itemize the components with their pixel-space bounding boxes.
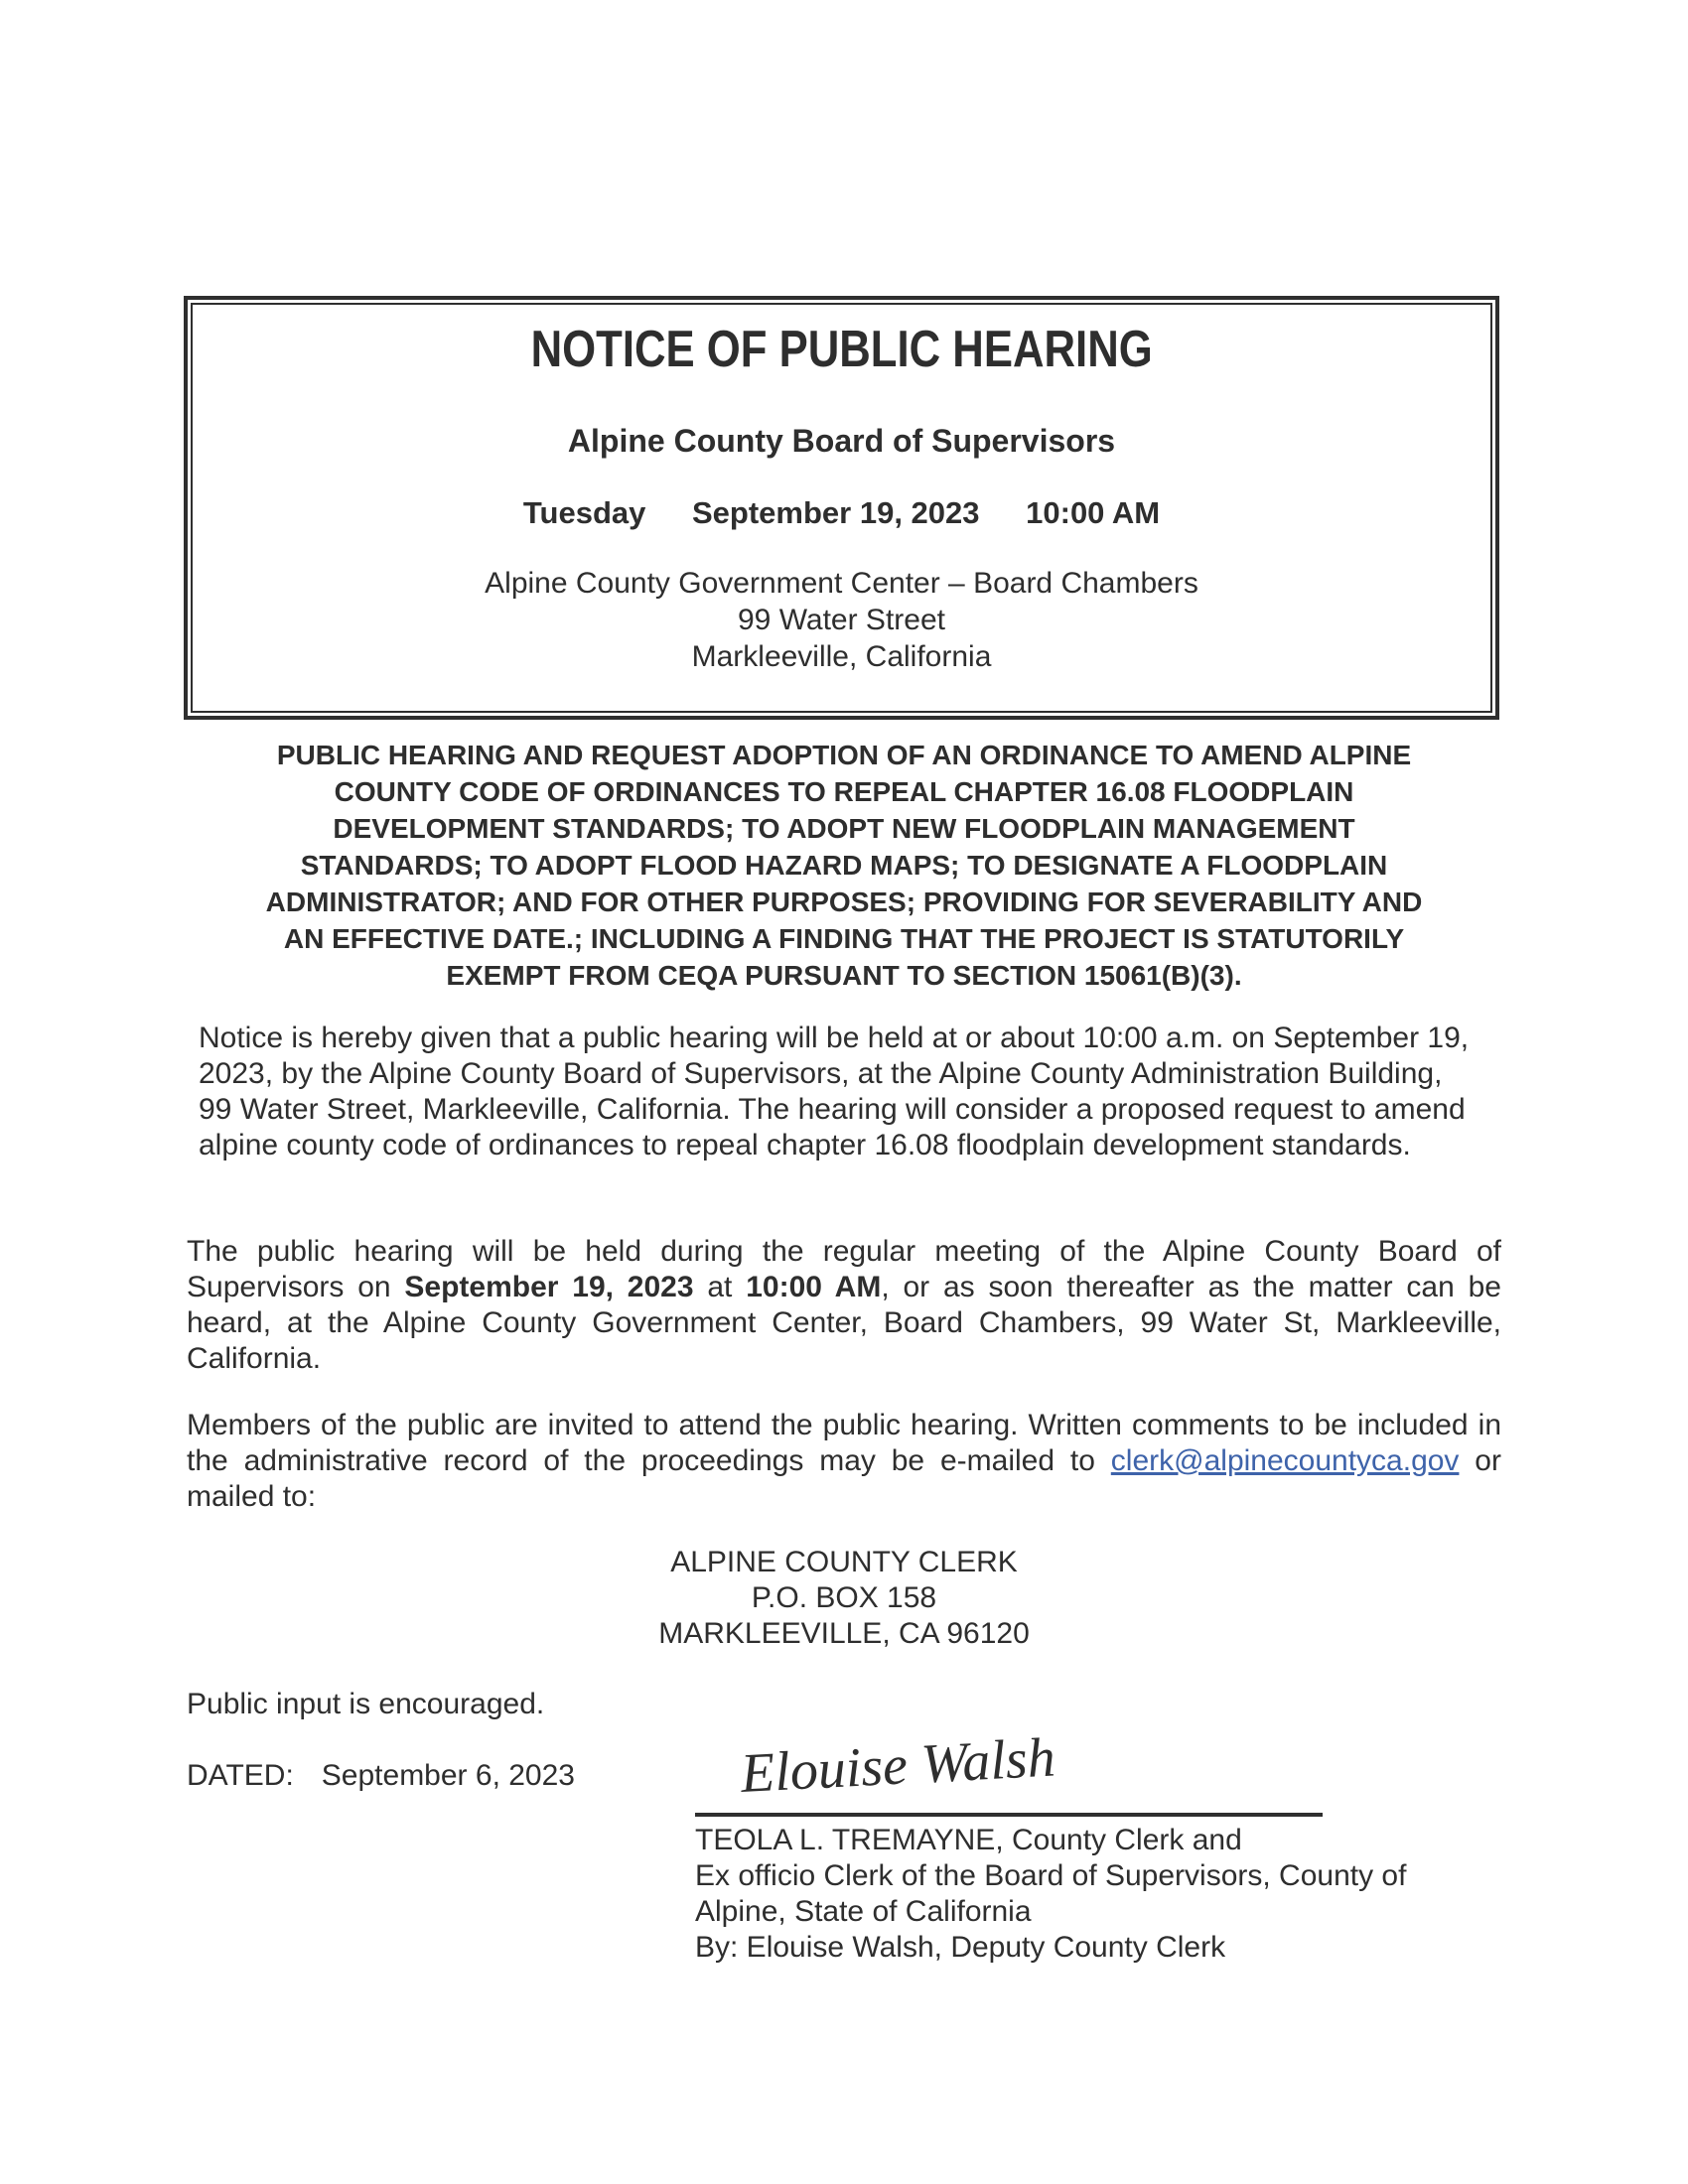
subject-line-5: ADMINISTRATOR; AND FOR OTHER PURPOSES; PROVIDING FOR SEVERABILITY AND (265, 887, 1423, 917)
subject-line-3: DEVELOPMENT STANDARDS; TO ADOPT NEW FLOODPLAIN MANAGEMENT (333, 813, 1355, 844)
hearing-paragraph-text-1: The public hearing will be held during the regular meeting of the Alpine County Board of Supervisors on (187, 1235, 1501, 1303)
hearing-date: September 19, 2023 (692, 495, 980, 530)
signature-titles (695, 1823, 1407, 1966)
hearing-venue (203, 565, 1480, 675)
notice-header-box-inner (191, 303, 1492, 713)
subject-line-2: COUNTY CODE OF ORDINANCES TO REPEAL CHAPTER 16.08 FLOODPLAIN (334, 776, 1354, 807)
subject-line-4: STANDARDS; TO ADOPT FLOOD HAZARD MAPS; TO DESIGNATE A FLOODPLAIN (300, 850, 1388, 881)
email-link[interactable]: clerk@alpinecountyca.gov (1110, 1444, 1460, 1477)
comments-paragraph-text-2: or mailed to: (187, 1444, 1501, 1513)
signature-title-line-3: Alpine, State of California (695, 1895, 1032, 1928)
dated-date: September 6, 2023 (321, 1759, 575, 1792)
subject-heading (0, 737, 1688, 994)
notice-header-box (184, 296, 1499, 720)
board-subtitle: Alpine County Board of Supervisors (567, 423, 1116, 459)
hearing-day: Tuesday (522, 495, 646, 530)
mailing-address (0, 1545, 1688, 1652)
dated-label: DATED: (187, 1759, 294, 1792)
signature-block (695, 1726, 1407, 1966)
hearing-time: 10:00 AM (1026, 495, 1161, 530)
venue-line-1: Alpine County Government Center – Board Chambers (485, 567, 1198, 600)
subject-line-7: EXEMPT FROM CEQA PURSUANT TO SECTION 15061(B)(3). (446, 960, 1242, 991)
mailing-address-line-2: P.O. BOX 158 (751, 1581, 937, 1614)
notice-paragraph: Notice is hereby given that a public hearing will be held at or about 10:00 a.m. on September 19, 2023, by the Alpine County Board of Supervisors, at the Alpine County Administration Building, 99 Water Street, Markleeville, California. The hearing will consider a proposed request to amend alpine county code of ordinances to repeal chapter 16.08 floodplain development standards. (199, 1022, 1470, 1161)
signature-line (695, 1813, 1323, 1817)
mailing-address-line-1: ALPINE COUNTY CLERK (670, 1546, 1018, 1578)
page-title-text: NOTICE OF PUBLIC HEARING (530, 321, 1153, 378)
hearing-paragraph (187, 1234, 1501, 1377)
handwritten-signature: Elouise Walsh (739, 1726, 1057, 1806)
dated-line (187, 1759, 575, 1793)
venue-line-3: Markleeville, California (691, 640, 992, 673)
subject-line-1: PUBLIC HEARING AND REQUEST ADOPTION OF AN ORDINANCE TO AMEND ALPINE (276, 740, 1412, 770)
comments-paragraph-text-1: Members of the public are invited to attend the public hearing. Written comments to be included in the administrative record of the proceedings may be e-mailed to (187, 1409, 1501, 1477)
comments-paragraph (187, 1408, 1501, 1515)
signature-title-line-4: By: Elouise Walsh, Deputy County Clerk (695, 1931, 1226, 1964)
page-title (203, 319, 1480, 393)
venue-line-2: 99 Water Street (738, 604, 945, 636)
signature-title-line-1: TEOLA L. TREMAYNE, County Clerk and (695, 1824, 1242, 1856)
hearing-paragraph-text-2: at (693, 1271, 747, 1303)
hearing-paragraph-bold-date: September 19, 2023 (404, 1271, 694, 1303)
signature-title-line-2: Ex officio Clerk of the Board of Supervisors, County of (695, 1859, 1407, 1892)
hearing-schedule (203, 495, 1480, 531)
public-input-note: Public input is encouraged. (187, 1688, 545, 1720)
hearing-paragraph-bold-time: 10:00 AM (746, 1271, 882, 1303)
subject-line-6: AN EFFECTIVE DATE.; INCLUDING A FINDING THAT THE PROJECT IS STATUTORILY (283, 923, 1405, 954)
mailing-address-line-3: MARKLEEVILLE, CA 96120 (658, 1617, 1030, 1650)
hearing-paragraph-text-3: , or as soon thereafter as the matter can be heard, at the Alpine County Government Center, Board Chambers, 99 Water St, Markleeville, California. (187, 1271, 1501, 1375)
